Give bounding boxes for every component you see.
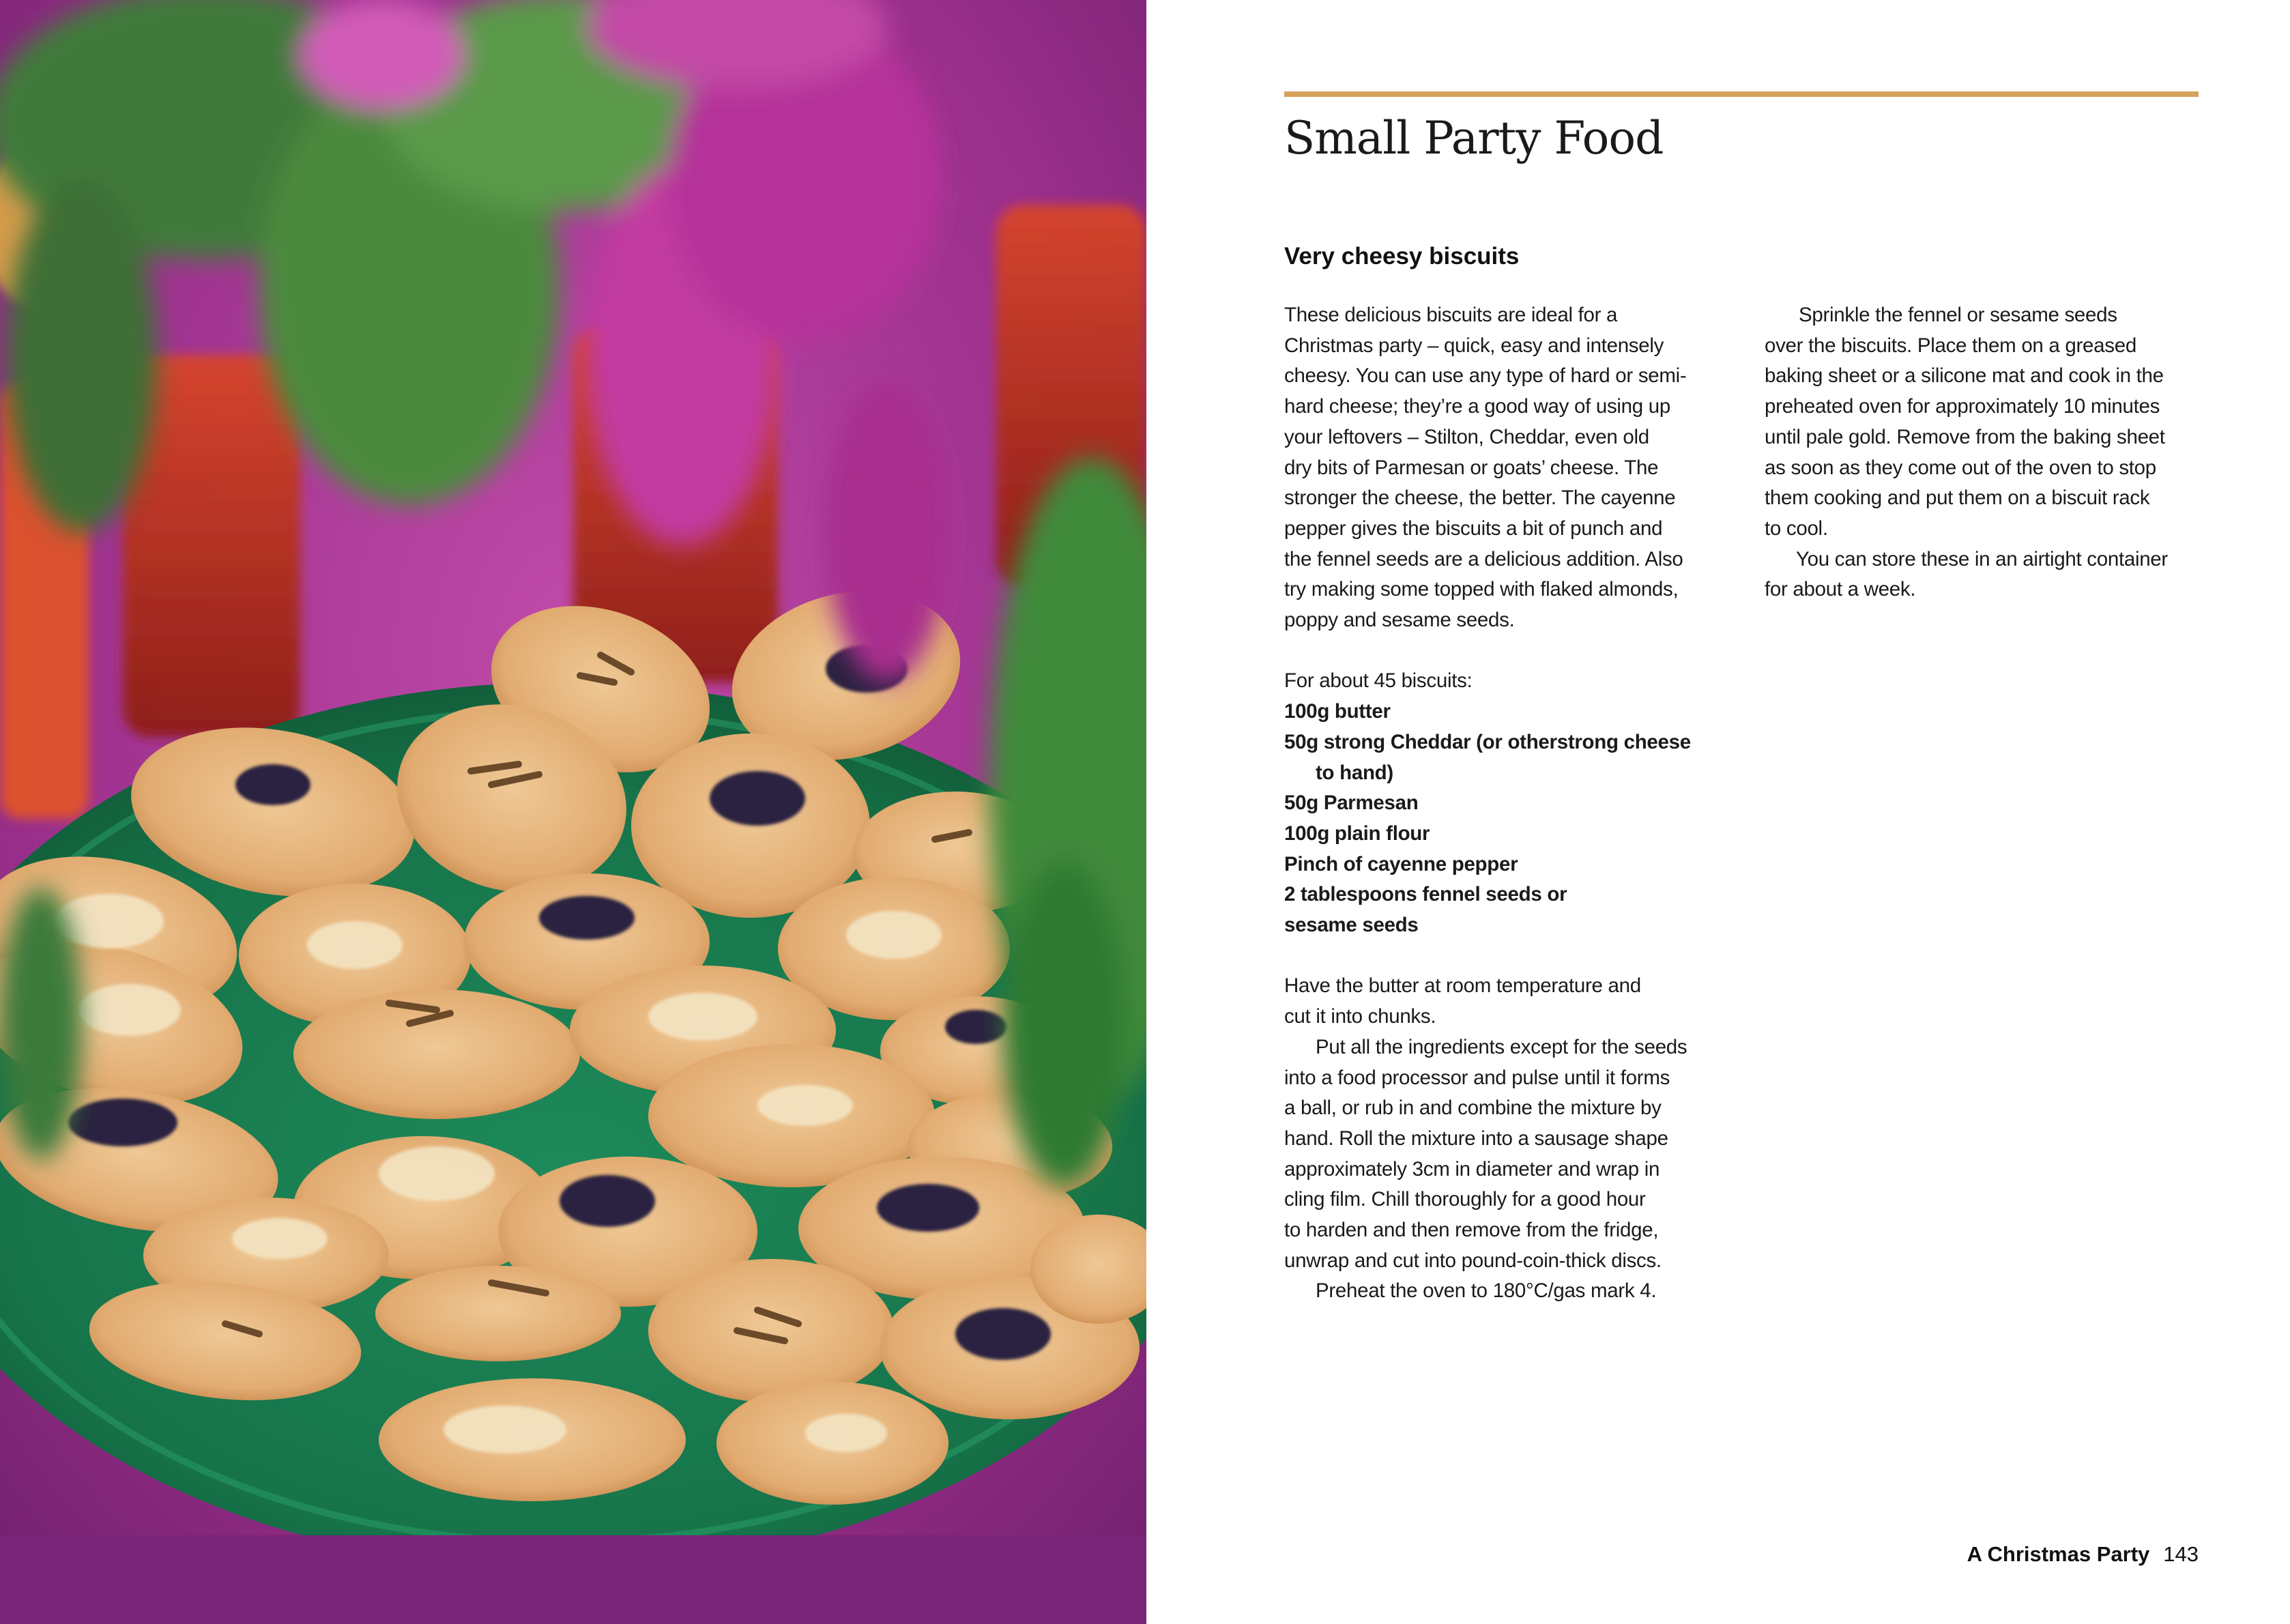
- method-line: over the biscuits. Place them on a greased: [1765, 334, 2136, 357]
- storage-line: You can store these in an airtight container: [1796, 547, 2168, 570]
- intro-line: Christmas party – quick, easy and intensely: [1284, 334, 1664, 357]
- method-line: hand. Roll the mixture into a sausage shape: [1284, 1127, 1668, 1150]
- method-line: preheated oven for approximately 10 minutes: [1765, 395, 2160, 418]
- method-line: a ball, or rub in and combine the mixture by: [1284, 1097, 1662, 1120]
- method-line: to cool.: [1765, 517, 1828, 540]
- ingredient-item: 50g Parmesan: [1284, 792, 1419, 815]
- intro-line: try making some topped with flaked almonds,: [1284, 578, 1679, 601]
- intro-paragraph: [1284, 300, 1721, 636]
- ingredient-item: Pinch of cayenne pepper: [1284, 852, 1518, 875]
- chapter-name: A Christmas Party: [1967, 1542, 2150, 1566]
- recipe-page: [1146, 0, 2290, 1624]
- method-line: baking sheet or a silicone mat and cook in the: [1765, 364, 2164, 388]
- recipe-title: Very cheesy biscuits: [1284, 243, 1520, 270]
- ingredient-item-continued: to hand): [1316, 761, 1393, 784]
- method-paragraph: [1284, 971, 1721, 1032]
- intro-line: dry bits of Parmesan or goats’ cheese. The: [1284, 456, 1659, 479]
- intro-line: the fennel seeds are a delicious addition. Also: [1284, 547, 1683, 570]
- method-paragraph: [1284, 1032, 1721, 1277]
- intro-line: hard cheese; they’re a good way of using up: [1284, 395, 1671, 418]
- intro-line: pepper gives the biscuits a bit of punch and: [1284, 517, 1663, 540]
- method-line: Put all the ingredients except for the seeds: [1316, 1035, 1687, 1058]
- left-column: [1284, 300, 1721, 1307]
- right-column: [1765, 300, 2201, 605]
- method-line: Preheat the oven to 180°C/gas mark 4.: [1316, 1279, 1657, 1303]
- ingredient-item: 2 tablespoons fennel seeds or: [1284, 883, 1567, 906]
- method-line: into a food processor and pulse until it forms: [1284, 1066, 1670, 1089]
- method-line: until pale gold. Remove from the baking sheet: [1765, 425, 2165, 448]
- method-line: Sprinkle the fennel or sesame seeds: [1799, 304, 2117, 326]
- ingredient-item: 100g plain flour: [1284, 822, 1430, 845]
- intro-line: stronger the cheese, the better. The cayenne: [1284, 487, 1676, 510]
- yield-text: For about 45 biscuits:: [1284, 669, 1473, 693]
- intro-line: These delicious biscuits are ideal for a: [1284, 304, 1618, 326]
- section-title: Small Party Food: [1284, 112, 1664, 164]
- method-line: to harden and then remove from the fridge,: [1284, 1219, 1659, 1242]
- method-paragraph: [1284, 1276, 1721, 1307]
- intro-line: your leftovers – Stilton, Cheddar, even old: [1284, 425, 1649, 448]
- ingredient-item: 100g butter: [1284, 700, 1391, 723]
- method-line: cut it into chunks.: [1284, 1005, 1436, 1028]
- page-footer: [1967, 1539, 2199, 1569]
- ingredient-item-continued: sesame seeds: [1284, 914, 1419, 937]
- method-paragraph: [1765, 300, 2201, 545]
- intro-line: cheesy. You can use any type of hard or semi-: [1284, 364, 1687, 388]
- page-number: 143: [2163, 1542, 2199, 1566]
- method-line: Have the butter at room temperature and: [1284, 974, 1641, 998]
- method-line: approximately 3cm in diameter and wrap in: [1284, 1157, 1660, 1180]
- method-line: cling film. Chill thoroughly for a good hour: [1284, 1188, 1646, 1211]
- storage-line: for about a week.: [1765, 578, 1916, 601]
- method-line: unwrap and cut into pound-coin-thick discs.: [1284, 1249, 1662, 1272]
- method-line: as soon as they come out of the oven to stop: [1765, 456, 2156, 479]
- method-line: them cooking and put them on a biscuit rack: [1765, 487, 2150, 510]
- header-rule: [1284, 91, 2199, 97]
- storage-paragraph: [1765, 545, 2201, 605]
- ingredient-list: [1284, 697, 1721, 941]
- ingredient-item: 50g strong Cheddar (or otherstrong cheese: [1284, 730, 1691, 753]
- intro-line: poppy and sesame seeds.: [1284, 609, 1515, 632]
